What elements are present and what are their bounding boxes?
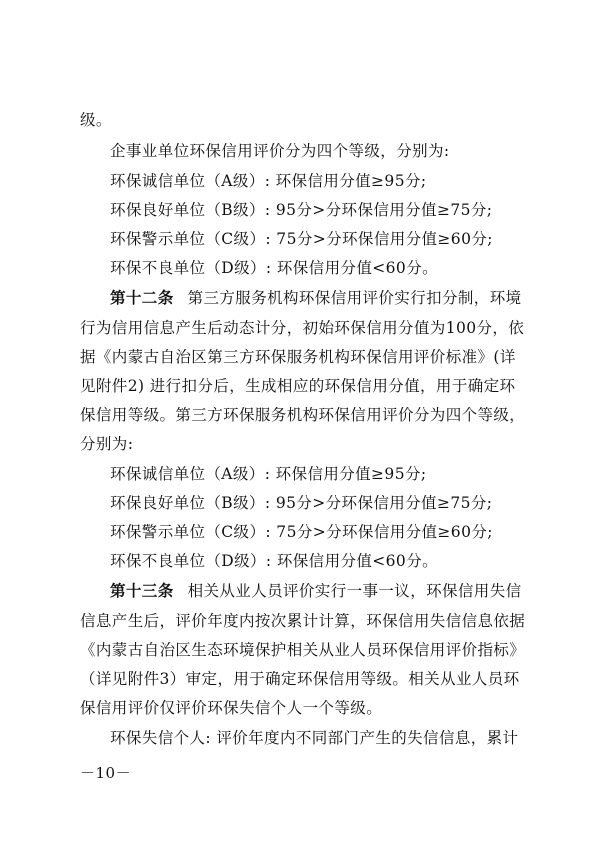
page-number: －10－ bbox=[80, 764, 132, 782]
text-line: 环保失信个人: 评价年度内不同部门产生的失信信息，累计 bbox=[110, 729, 519, 747]
text-line: 保信用等级。第三方环保服务机构环保信用评价分为四个等级， bbox=[80, 406, 526, 424]
text-line: （详见附件3）审定，用于确定环保信用等级。相关从业人员环 bbox=[80, 670, 520, 688]
grade-b-line: 环保良好单位（B级）: 95分>分环保信用分值≥75分; bbox=[110, 494, 493, 512]
text-line: 《内蒙古自治区生态环境保护相关从业人员环保信用评价指标》 bbox=[80, 641, 526, 659]
text-segment: 相关从业人员评价实行一事一议，环保信用失信 bbox=[187, 582, 522, 600]
text-segment: 第三方服务机构环保信用评价实行扣分制，环境 bbox=[187, 289, 522, 307]
article-13-heading: 第十三条 bbox=[110, 581, 174, 600]
text-line: 信息产生后，评价年度内按次累计计算，环保信用失信信息依据 bbox=[80, 612, 526, 630]
text-line: 分别为: bbox=[80, 435, 134, 453]
article-12-heading: 第十二条 bbox=[110, 288, 174, 307]
grade-c-line: 环保警示单位（C级）: 75分>分环保信用分值≥60分; bbox=[110, 230, 493, 248]
text-line: 见附件2) 进行扣分后，生成相应的环保信用分值，用于确定环 bbox=[80, 377, 516, 395]
text-line: 级。 bbox=[80, 111, 112, 129]
grade-a-line: 环保诚信单位（A级）: 环保信用分值≥95分; bbox=[110, 465, 427, 483]
article-13-first-line bbox=[110, 581, 530, 601]
text-line: 保信用评价仅评价环保失信个人一个等级。 bbox=[80, 699, 383, 717]
grade-a-line: 环保诚信单位（A级）: 环保信用分值≥95分; bbox=[110, 172, 427, 190]
text-line: 企事业单位环保信用评价分为四个等级，分别为: bbox=[110, 142, 450, 160]
text-line: 据《内蒙古自治区第三方环保服务机构环保信用评价标准》(详 bbox=[80, 348, 516, 366]
text-line: 行为信用信息产生后动态计分，初始环保信用分值为100分，依 bbox=[80, 319, 525, 337]
grade-c-line: 环保警示单位（C级）: 75分>分环保信用分值≥60分; bbox=[110, 523, 493, 541]
grade-d-line: 环保不良单位（D级）: 环保信用分值<60分。 bbox=[110, 552, 438, 570]
article-12-first-line bbox=[110, 288, 530, 308]
grade-d-line: 环保不良单位（D级）: 环保信用分值<60分。 bbox=[110, 259, 438, 277]
grade-b-line: 环保良好单位（B级）: 95分>分环保信用分值≥75分; bbox=[110, 201, 493, 219]
